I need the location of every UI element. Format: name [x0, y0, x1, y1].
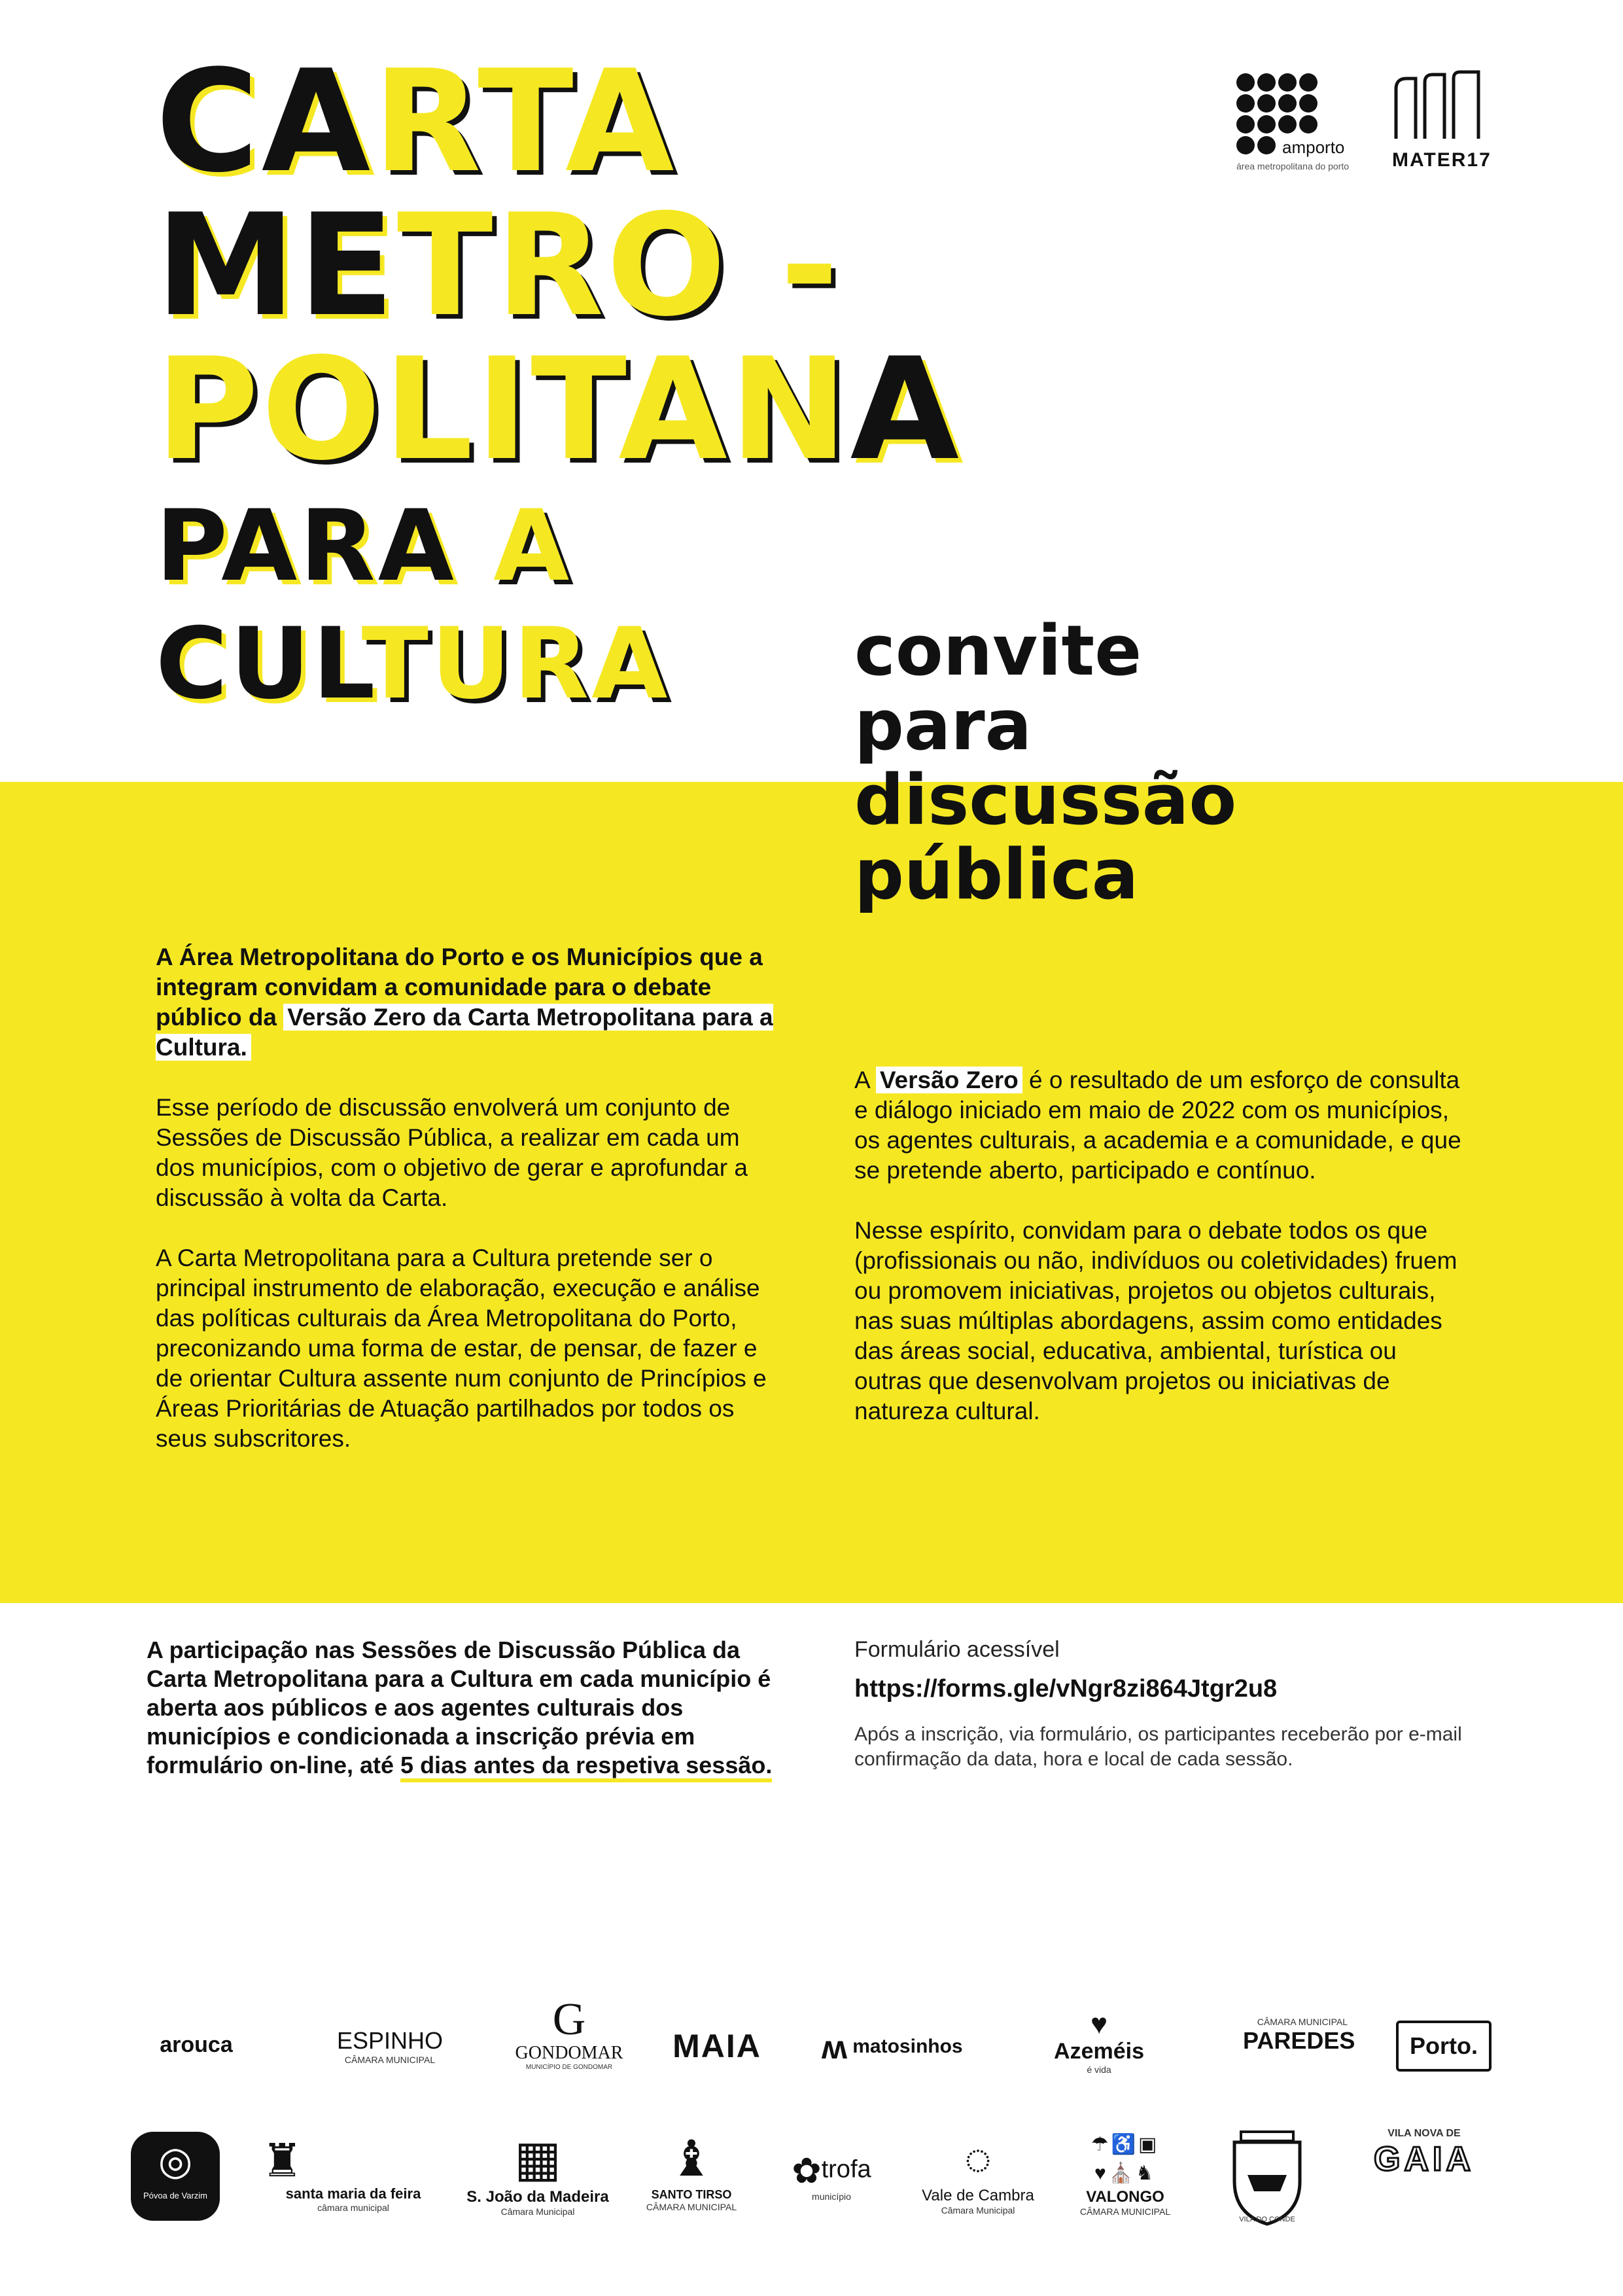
amp-dot	[1278, 94, 1297, 113]
logo-matosinhos: ʍ matosinhos	[822, 2029, 963, 2066]
amp-dot	[1236, 73, 1255, 92]
vale-de-cambra-swirl-icon: ◌	[964, 2133, 992, 2184]
sjm-grid-icon: ▦	[514, 2131, 561, 2187]
intro-column	[156, 942, 777, 1454]
povoa-shell-icon: ◎	[158, 2139, 193, 2183]
title-line-5: CULTURA	[156, 607, 671, 721]
amp-dot	[1257, 115, 1276, 133]
logo-santa-maria-da-feira: ♜ santa maria da feira câmara municipal	[262, 2136, 445, 2213]
logo-maia: MAIA	[672, 2028, 761, 2064]
title-line-1: CARTA	[156, 39, 677, 203]
amp-dot	[1257, 94, 1276, 113]
amp-logo-text: amporto	[1282, 137, 1345, 157]
amp-logo-subtitle: área metropolitana do porto	[1236, 161, 1349, 171]
headline-line: discussão	[854, 760, 1237, 840]
logo-povoa-de-varzim: ◎ Póvoa de Varzim	[131, 2132, 220, 2221]
highlight-versao-zero: Versão Zero	[876, 1067, 1022, 1093]
intro-lead: A Área Metropolitana do Porto e os Municípios que a integram convidam a comunidade para o debate público da Versão Zero da Carta Metropolitana para a Cultura.	[156, 944, 773, 1061]
logo-paredes: CÂMARA MUNICIPAL PAREDES	[1243, 2017, 1355, 2054]
amp-dot	[1257, 73, 1276, 92]
headline	[854, 610, 1237, 915]
form-label: Formulário acessível	[854, 1637, 1060, 1662]
logo-azemeis: ♥ Azeméis é vida	[1047, 2010, 1151, 2075]
amp-dot	[1299, 73, 1318, 92]
title-line-4: PARA A	[156, 489, 572, 603]
logo-vila-do-conde: VILA DO CONDE	[1218, 2129, 1316, 2231]
deadline-underlined: 5 dias antes da respetiva sessão.	[400, 1752, 772, 1782]
amp-dot	[1236, 115, 1255, 133]
logo-valongo: ☂♿▣ ♥⛪♞ VALONGO CÂMARA MUNICIPAL	[1073, 2130, 1178, 2217]
headline-line: para	[854, 685, 1032, 766]
logo-vale-de-cambra: ◌ Vale de Cambra Câmara Municipal	[916, 2130, 1040, 2216]
logo-gaia: VILA NOVA DE GAIA	[1374, 2128, 1475, 2178]
amp-dot	[1278, 115, 1297, 133]
participation-text: A participação nas Sessões de Discussão Pública da Carta Metropolitana para a Cultura em cada município é aberta aos públicos e aos agentes culturais dos municípios e condicionada a inscrição prévia em formulário on-line, até 5 dias antes da respetiva sessão.	[147, 1636, 775, 1780]
logo-santo-tirso: ♝ SANTO TIRSO CÂMARA MUNICIPAL	[636, 2130, 747, 2212]
amp-dot	[1236, 136, 1255, 154]
valongo-pictograms-icon: ☂♿▣	[1091, 2134, 1160, 2155]
valongo-pictograms-icon: ♥⛪♞	[1094, 2163, 1157, 2184]
headline-line: pública	[854, 834, 1139, 915]
amp-dot	[1236, 94, 1255, 113]
right-paragraph: A Versão Zero é o resultado de um esforço de consulta e diálogo iniciado em maio de 2022 com os municípios, os agentes culturais, a academia e a comunidade, e que se pretende aberto, participado e contínuo.	[854, 1067, 1461, 1184]
logo-sao-joao-da-madeira: ▦ S. João da Madeira Câmara Municipal	[466, 2131, 609, 2217]
amp-dot	[1299, 94, 1318, 113]
title-line-2: METRO -	[156, 183, 841, 347]
matosinhos-m-icon: ʍ	[822, 2029, 847, 2066]
logo-porto: Porto.	[1396, 2021, 1492, 2072]
amp-dot	[1257, 136, 1276, 154]
logo-espinho: ESPINHO CÂMARA MUNICIPAL	[336, 2027, 444, 2065]
logo-gondomar: G GONDOMAR MUNICÍPIO DE GONDOMAR	[504, 1997, 635, 2071]
title-line-3: POLITANA	[156, 327, 962, 491]
amp-dot	[1299, 115, 1318, 133]
mater-logo-icon	[1392, 69, 1484, 143]
headline-line: convite	[854, 610, 1142, 691]
logo-arouca: arouca	[160, 2032, 233, 2057]
trofa-flower-icon: ✿	[792, 2151, 822, 2191]
highlight-versao-zero-carta: Versão Zero da Carta Metropolitana para a Cultura.	[156, 1004, 773, 1061]
form-link[interactable]: https://forms.gle/vNgr8zi864Jtgr2u8	[854, 1675, 1278, 1703]
right-paragraph: Nesse espírito, convidam para o debate todos os que (profissionais ou não, indivíduos ou coletividades) fruem ou promovem iniciativas, projetos ou objetos culturais, nas suas múltiplas abordagens, assim como entidades das áreas social, educativa, ambiental, turística ou outras que desenvolvam projetos ou iniciativas de natureza cultural.	[854, 1217, 1457, 1424]
form-note: Após a inscrição, via formulário, os participantes receberão por e-mail confirmação da data, hora e local de cada sessão.	[854, 1723, 1462, 1770]
vila-do-conde-crest-icon	[1221, 2129, 1313, 2227]
santo-tirso-crest-icon: ♝	[669, 2131, 714, 2187]
mater-logo-text: MATER17	[1392, 149, 1492, 171]
amp-dot	[1278, 73, 1297, 92]
logo-trofa: ✿trofa município	[792, 2151, 871, 2202]
gondomar-g-icon: G	[552, 1994, 586, 2045]
feira-castle-icon: ♜	[262, 2135, 303, 2186]
intro-paragraph: Esse período de discussão envolverá um conjunto de Sessões de Discussão Pública, a realizar em cada um dos municípios, com o objetivo de gerar e aprofundar a discussão à volta da Carta.	[156, 1094, 748, 1211]
intro-paragraph: A Carta Metropolitana para a Cultura pretende ser o principal instrumento de elaboração, execução e análise das políticas culturais da Área Metropolitana do Porto, preconizando uma forma de estar, de pensar, de fazer e de orientar Cultura assente num conjunto de Princípios e Áreas Prioritárias de Atuação partilhados por todos os seus subscritores.	[156, 1245, 767, 1452]
right-column	[854, 1065, 1469, 1426]
azemeis-heart-icon: ♥	[1090, 2008, 1108, 2040]
